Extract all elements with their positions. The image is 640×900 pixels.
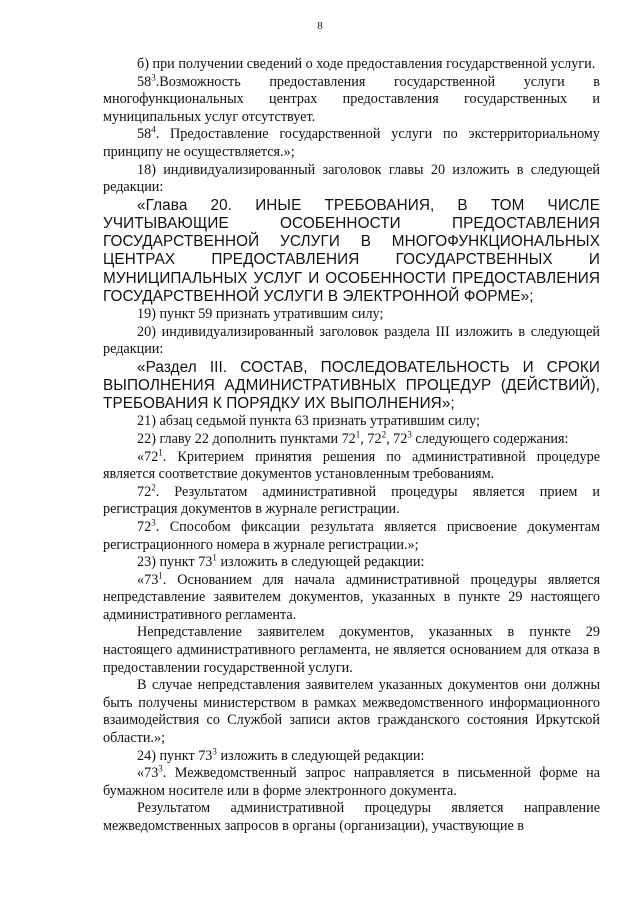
paragraph: $72^3$. Способом фиксации результата является присвоение документам регистрационного номера в журнале регистрации.»; <box>103 517 600 553</box>
section-heading-quote: «Раздел III. СОСТАВ, ПОСЛЕДОВАТЕЛЬНОСТЬ И СРОКИ ВЫПОЛНЕНИЯ АДМИНИСТРАТИВНЫХ ПРОЦЕДУР (ДЕЙСТВИЙ), ТРЕБОВАНИЯ К ПОРЯДКУ ИХ ВЫПОЛНЕНИЯ»; <box>103 358 600 413</box>
paragraph: «$73^3$. Межведомственный запрос направляется в письменной форме на бумажном носителе или в форме электронного документа. <box>103 763 600 799</box>
document-body <box>103 56 600 836</box>
paragraph: В случае непредставления заявителем указанных документов они должны быть получены министерством в рамках межведомственного информационного взаимодействия со Службой записи актов гражданского состояния Иркутской области.»; <box>103 677 600 747</box>
paragraph: «$73^1$. Основанием для начала административной процедуры является непредставление заявителем документов, указанных в пункте 29 настоящего административного регламента. <box>103 569 600 623</box>
paragraph: 19) пункт 59 признать утратившим силу; <box>137 305 384 322</box>
paragraph: $58^3.Возможность$ предоставления государственной услуги в многофункциональных центрах предоставления государственных и муниципальных услуг отсутствует. <box>103 71 600 125</box>
paragraph: 21) абзац седьмой пункта 63 признать утратившим силу; <box>137 413 480 430</box>
paragraph: 24) пункт $73^3$ изложить в следующей редакции: <box>137 745 425 764</box>
paragraph: Непредставление заявителем документов, указанных в пункте 29 настоящего административного регламента, не является основанием для отказа в предоставлении государственной услуги. <box>103 624 600 676</box>
paragraph: 23) пункт $73^1$ изложить в следующей редакции: <box>137 552 425 571</box>
paragraph: $72^2$. Результатом административной процедуры является прием и регистрация документов в журнале регистрации. <box>103 482 600 518</box>
paragraph: $58^4$. Предоставление государственной услуги по экстерриториальному принципу не осуществляется.»; <box>103 124 600 160</box>
chapter-heading-quote: «Глава 20. ИНЫЕ ТРЕБОВАНИЯ, В ТОМ ЧИСЛЕ УЧИТЫВАЮЩИЕ ОСОБЕННОСТИ ПРЕДОСТАВЛЕНИЯ ГОСУДАРСТВЕННОЙ УСЛУГИ В МНОГОФУНКЦИОНАЛЬНЫХ ЦЕНТРАХ ПРЕДОСТАВЛЕНИЯ ГОСУДАРСТВЕННЫХ И МУНИЦИПАЛЬНЫХ УСЛУГ И ОСОБЕННОСТИ ПРЕДОСТАВЛЕНИЯ ГОСУДАРСТВЕННОЙ УСЛУГИ В ЭЛЕКТРОННОЙ ФОРМЕ»; <box>103 196 600 305</box>
paragraph: 20) индивидуализированный заголовок раздела III изложить в следующей редакции: <box>103 323 600 358</box>
paragraph: Результатом административной процедуры является направление межведомственных запросов в органы (организации), участвующие в <box>103 800 600 835</box>
paragraph: 18) индивидуализированный заголовок главы 20 изложить в следующей редакции: <box>103 161 600 196</box>
paragraph: 22) главу 22 дополнить пунктами $72^1$, $72^2$, $72^3$ следующего содержания: <box>137 429 569 447</box>
paragraph: «$72^1$. Критерием принятия решения по административной процедуре является соответствие документов установленным требованиям. <box>103 446 600 483</box>
page-number: 8 <box>317 20 323 32</box>
paragraph: б) при получении сведений о ходе предоставления государственной услуги. <box>137 56 596 72</box>
